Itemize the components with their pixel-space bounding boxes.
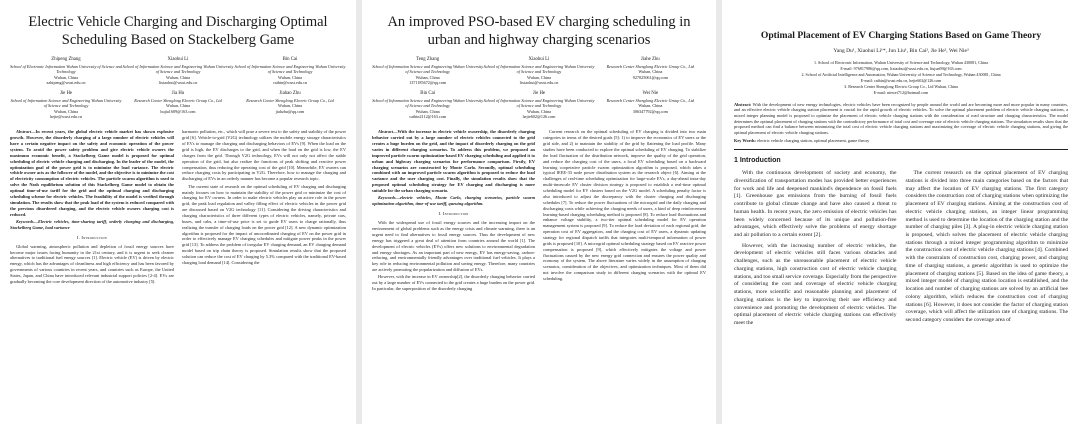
keywords-label: Key Words: [734, 137, 757, 143]
author-name: Jia Hu [171, 91, 185, 97]
author-email: lixiaohui@wust.edu.cn [519, 79, 559, 85]
right-column [543, 129, 706, 293]
left-column [10, 129, 174, 286]
author-card [10, 91, 122, 119]
author-affiliation: School of Information Science and Engineering Wuhan University of Science and Technology [372, 63, 484, 75]
paragraph: The current state of research on the optimal scheduling of EV charging and discharging mainly focuses on how to maintain the stability of the power grid or minimize the cost of charging for EV owners. In order to make electric vehicles play an active role in the power grid, the peak load regulation and valley filling effect of electric vehicles in the power grid are discussed based on V2G technology [11]. Considering the driving characteristics and charging characteristics of three different types of electric vehicles, namely, private cars, buses, and cabs, a time-of-use price is set to guide EV users to charge rationally, thus realizing the transfer of charging loads on the power grid [12]. A new dynamic optimization algorithm is proposed for the impact of uncoordinated charging of EV on the power grid in order to effectively manage EV charging schedules and mitigate power peaks in the power grid [13]. To address the problem of irregular EV charging demand, an EV charging demand model based on trip chain theory is proposed. Simulation results show that the proposed solution can reduce the cost of EV charging by 5.3% compared with the traditional EV-based charging load demand [14]. Considering the [182, 183, 346, 265]
affiliation-line: 1. School of Electronic Information, Wuhan University of Science and Technology, Wuhan 430081, China [813, 60, 989, 66]
paper-title: An improved PSO-based EV charging scheduling in urban and highway charging scenarios [387, 14, 691, 48]
author-affiliation: Research Center Shenglong Electric Group Co., Ltd [606, 97, 695, 103]
author-city: Wuhan, China [638, 69, 663, 75]
author-affiliation: Research Center Shenglong Electric Group Co., Ltd [134, 97, 222, 103]
keywords-text: electric vehicle charging station, optimal placement, game theory [757, 137, 870, 143]
author-email: zzhipeng@wust.edu.cn [46, 79, 86, 85]
abstract-text: —With the increase in electric vehicle ownership, the disorderly charging behavior carried out by a large number of electric vehicles connected to the grid creates a huge burden on the grid, and the impact of disorderly charging on the grid varies in different charging scenarios. To address this problem, we proposed an improved particle swarm optimization-based EV charging scheduling and applied it to urban and highway charging scenarios for performance comparison. Firstly, EV charging scenarios are constructed by Monte Carlo. Secondly, optimal scheduling combined with an improved particle swarm algorithm is proposed to reduce the load variance and the user charging cost. Finally, the simulation results show that the proposed optimal scheduling strategy for EV charging and discharging is more suitable for the urban charging scenario. [372, 129, 535, 194]
author-email: hejie@wust.edu.cn [50, 114, 82, 120]
author-email: 927025061@qq.com [632, 74, 668, 80]
abstract-text: —In recent years, the global electric vehicle market has shown explosive growth. However, the disorderly charging of a large number of electric vehicles will have a certain negative impact on the safety and economic operation of the power system. To avoid the power safety problem and give electric vehicle owners the maximum economic benefit, a Stackelberg Game model is proposed for optimal scheduling of electric vehicle charging and discharging. In the leader of the model, the optimization goal of the power grid is to minimize the load variance. The electric vehicle owner acts as the follower of the model, and the objective is to minimize the cost of electricity consumption of electric vehicles. The particle swarm algorithm is used to solve the Nash equilibrium solution of this Stackelberg Game model to obtain the optimal time-of-use tariff for the grid and the optimal charging and discharging scheduling scheme for electric vehicles. The feasibility of the model is verified through simulation. The results show that the peak load of the system is reduced compared with the previous disordered charging, and the electric vehicle owners charging cost is reduced. [10, 129, 174, 217]
author-city: Wuhan, China [165, 74, 191, 80]
keywords-label: Keywords [378, 195, 396, 201]
author-name: Zhipeng Zhang [51, 57, 81, 63]
author-email: caibin2112@163.com [409, 114, 447, 120]
author-affiliation: School of Electronic Information Wuhan University of Science and Technology [10, 63, 122, 75]
abstract-text: With the development of new energy technologies, electric vehicles have been recognized by people around the world and are becoming more and more popular in many countries, and an effective electric vehicle charging station placement is crucial for the rapid growth of electric vehicles. To solve the optimal placement problem of electric vehicle charging stations, a mixed integer planning model is proposed to optimize the placement of electric vehicle charging stations with the consideration of road structure and charging characteristics. The model determines the optimal placement of charging stations with the contradictory performance of total cost and coverage rate of electric vehicle charging stations. The simulation results show that the proposed method can find a balance between minimizing the total cost of electric vehicle charging stations and maximizing the coverage of electric vehicle charging stations, and giving the optimal placement of electric vehicle charging stations. [734, 101, 1068, 136]
author-line: Yang Du¹, Xiaohui Li¹*, Jun Liu¹, Bin Cai², Jie He², Wei Nie³ [833, 48, 969, 55]
paragraph: However, with the increase in EV ownership[2], the disorderly charging behavior carried out by a large number of EVs connected to the grid creates a huge burden on the power grid. In particular, the superposition of the disorderly charging [372, 274, 535, 292]
affiliation-email: E-mail: caibin@wust.edu.cn, hejie602@126.com [860, 77, 942, 83]
keywords [10, 219, 174, 231]
author-card [234, 91, 346, 119]
author-affiliation: School of Information Science and Engineering Wuhan University of Science and Technology [372, 97, 484, 109]
author-city: Wuhan, China [53, 108, 79, 114]
two-column-body [734, 170, 1068, 330]
author-affiliation: School of Information Science and Engineering Wuhan University of Science and Technology [10, 97, 122, 109]
author-city: Wuhan, China [526, 108, 551, 114]
author-card [122, 91, 234, 119]
paragraph: With the widespread use of fossil energy sources and the increasing impact on the environment of global problems such as the energy crisis and climate warming, there is an urgent need to find alternatives to fossil energy sources. Thus the development of new energy has triggered a great deal of attention from countries around the world [1]. The development of electric vehicles (EVs) offers new solutions to environmental degradation and energy shortages. As an important part of new energy, EV has energy-saving, carbon-reducing, and environmentally friendly advantages over traditional fuel vehicles. It plays a key role in reducing environmental pollution and saving energy. Therefore, many countries are actively promoting the popularization and diffusion of EVs. [372, 220, 535, 273]
author-affiliation: School of Information Science and Engineering Wuhan University of Science and Technology [122, 63, 234, 75]
paragraph: Global warming, atmospheric pollution and depletion of fossil energy sources have become major issues facing humanity in the 21st century, and it is urgent to seek cleaner alternatives to traditional fuel energy sources [1]. Electric vehicle (EV) is driven by electric energy, which has the advantages of cleanliness and high efficiency and has been favored by governments of various countries in recent years, and countries such as Europe, the United States, Japan, and China have introduced relevant industrial support policies [2-4]. EVs are gradually becoming the core development direction of the automotive industry [5]. [10, 243, 174, 284]
paper-title: Electric Vehicle Charging and Discharging Optimal Scheduling Based on Stackelberg Game [28, 14, 328, 48]
author-card [122, 57, 234, 85]
paper-page-2 [362, 0, 716, 424]
author-name: Jiahe Zhu [640, 57, 660, 63]
author-name: Jie He [59, 91, 73, 97]
paper-page-1 [0, 0, 356, 424]
author-name: Jiahao Zhu [279, 91, 301, 97]
author-name: Xiaohui Li [167, 57, 189, 63]
author-city: Wuhan, China [53, 74, 79, 80]
author-email: 1371185672@qq.com [409, 79, 447, 85]
keywords-text: —electric vehicles, Monte Carlo, charging scenarios, particle swarm optimization algorithm, time-of-use tariff, queuing algorithm. [372, 195, 535, 207]
author-name: Bin Cai [420, 91, 436, 97]
affiliations [734, 60, 1068, 96]
abstract-label: Abstract [378, 129, 394, 135]
author-name: Teng Zhang [416, 57, 440, 63]
author-card [483, 57, 594, 85]
author-card [595, 57, 706, 85]
paper-page-3 [722, 0, 1080, 424]
author-affiliation: School of Information Science and Engineering Wuhan University of Science and Technology [483, 63, 595, 75]
author-city: Wuhan, China [415, 74, 440, 80]
paper-title: Optimal Placement of EV Charging Stations Based on Game Theory [760, 30, 1042, 41]
paragraph: harmonic pollution, etc., which will pose a severe test to the safety and stability of the power grid [6]. Vehicle-to-grid (V2G) technology utilizes the mobile energy storage characteristics of EVs to manage the charging and discharging behaviors of EVs [9]. When the load on the grid is high, the EV discharges to the grid, and when the load on the grid is low, the EV charges from the grid. Through V2G technology, EVs will not only not affect the stable operation of the grid, but also realize the functions of peak shifting and reactive power compensation, thus reducing the operating cost of the grid [10]. Meanwhile, EV owners can reduce charging costs by participating in V2G. Therefore, how to manage the charging and discharging of EVs in an orderly manner has become a popular research topic. [182, 129, 346, 182]
author-city: Wuhan, China [277, 103, 303, 109]
abstract [10, 129, 174, 217]
section-heading: I. Introduction [438, 211, 469, 217]
author-affiliation: Research Center Shenglong Electric Group Co., Ltd [606, 63, 695, 69]
abstract-label: Abstract: [734, 101, 752, 107]
paragraph: Current research on the optimal scheduling of EV charging is divided into two main categories in terms of the desired goals [5]: 1) to improve the economics of EV users or the grid side, and 2) to maintain the stability of the grid by flattening the load profile. Many studies have been conducted to explore the optimal scheduling of EV charging. To stabilize the load fluctuation of the distribution network, improve the quality of the grid operation, and reduce the charging cost of the users, a local EV scheduling based on a backward learning cooperative particle swarm optimization algorithm is proposed, which takes a typical IEEE-33 node power distribution system as the research object [6]. Aiming at the challenges of real-time scheduling optimization for large-scale EVs, a day-ahead intra-day multi-timescale EV cluster division strategy is proposed to establish a real-time optimal scheduling model for EV clusters based on the V2G model. A scheduling penalty factor is also introduced to adjust the discrepancy with the cluster charging and discharging schedules [7]. To reduce the power fluctuations of the microgrid and the daily charging and discharging costs while achieving the charging needs of users, a kind of deep reinforcement learning-based charging scheduling method is proposed [8]. To reduce load fluctuations and enhance voltage stability, a two-tier optimal scheduling model for EV operation management system is proposed [9]. To reduce the load deviation of each regional grid, the operation cost of EV aggregators, and the charging cost of EV users, a dynamic updating strategy for regional dispatch tariffs that integrates multi-temporal information of power grids is proposed [10]. A microgrid optimal scheduling strategy based on EV reactive power compensation is proposed [9], which effectively mitigates the voltage and power fluctuations caused by the new energy grid connection and ensures the power quality and economy of the system. The above literature varies widely in the assumption of charging scenarios, consideration of the objectives, and optimization techniques. Most of them did not involve the comparison study in different charging scenarios with the optimal EV scheduling. [543, 129, 706, 281]
keywords-text: —Electric vehicles, time-sharing tariff, orderly charging and discharging, Stackelberg Game, load variance [10, 218, 174, 230]
author-card [372, 91, 483, 119]
author-affiliation: School of Information Science and Engineering Wuhan University of Science and Technology [483, 97, 595, 109]
author-card [372, 57, 483, 85]
paragraph: However, with the increasing number of electric vehicles, the development of electric vehicles still faces various obstacles and challenges, such as the unreasonable placement of electric vehicle charging stations, high construction cost of electric vehicle charging stations, and too small service coverage. Especially from the perspective of considering the cost and coverage of electric vehicle charging stations, more scientific and reasonable planning and placement of charging stations is the key to improving their use efficiency and convenience and promoting the development of electric vehicles. The optimal placement of electric vehicle charging stations can effectively meet the [734, 242, 897, 326]
author-email: jiahzhu@qq.com [275, 108, 305, 114]
affiliation-line: 3. Research Center Shenglong Electric Group Co., Ltd Wuhan, China [844, 83, 958, 89]
author-block [10, 57, 346, 119]
keywords-label: Keywords [16, 218, 34, 224]
two-column-body [372, 129, 706, 293]
left-column [372, 129, 535, 293]
section-heading: 1 Introduction [734, 157, 781, 165]
abstract-label: Abstract [16, 129, 32, 135]
author-email: hujia1609@163.com [160, 108, 196, 114]
abstract [734, 102, 1068, 136]
author-card [10, 57, 122, 85]
keywords [372, 195, 535, 207]
left-column [734, 170, 897, 330]
right-column [906, 170, 1069, 330]
section-heading: I. Introduction [76, 234, 108, 240]
paragraph: With the continuous development of society and economy, the diversification of transportation modes has provided better experiences for work and life and deepened mankind's dependence on fossil fuels [1]. Greenhouse gas emissions from the burning of fossil fuels contribute to global climate change and have also caused a threat to human health. In recent years, the zero emission of electric vehicles has been widely concerned because of its unique and pollution-free advantages, which effectively solve the problems of energy shortage and air pollution to a certain extent [2]. [734, 170, 897, 239]
author-city: Wuhan, China [638, 103, 663, 109]
author-card [483, 91, 594, 119]
author-affiliation: School of Information Science and Engineering Wuhan University of Science and Technology [234, 63, 346, 75]
author-email: lixiaohui@wust.edu.cn [158, 79, 198, 85]
author-city: Wuhan, China [277, 74, 303, 80]
author-card [595, 91, 706, 119]
affiliation-line: 2. School of Artificial Intelligence and Automation, Wuhan University of Science and Technology, Wuhan 430081, China [801, 71, 1001, 77]
author-block [372, 57, 706, 119]
right-column [182, 129, 346, 286]
author-name: Jie He [532, 91, 546, 97]
two-column-body [10, 129, 346, 286]
affiliation-email: E-mail: 976817986@qq.com, lixiaohui@wust.edu.cn, liujun99@163.com [840, 66, 962, 72]
author-email: caibin@wust.edu.cn [272, 79, 308, 85]
author-email: hejie602@126.com [522, 114, 556, 120]
keywords [734, 138, 1068, 143]
author-card [234, 57, 346, 85]
author-name: Bin Cai [282, 57, 298, 63]
author-affiliation: Research Center Shenglong Electric Group Co., Ltd [246, 97, 334, 103]
author-email: 306347792@qq.com [632, 108, 668, 114]
author-city: Wuhan, China [415, 108, 440, 114]
affiliation-email: E-mail: niewei712@hotmail.com [873, 89, 929, 95]
author-city: Wuhan, China [165, 103, 191, 109]
author-name: Wei Nie [642, 91, 659, 97]
author-city: Wuhan, China [526, 74, 551, 80]
author-name: Xiaohui Li [528, 57, 550, 63]
paragraph: The current research on the optimal placement of EV charging stations is divided into three main categories based on the factors that may affect the location of EV charging stations. The first category considers the construction cost of charging stations when optimizing the placement of EV charging stations. Aiming at the construction cost of electric vehicle charging stations, an integer linear programming method is used to determine the location of the charging station and the number of charging piles [3]. A plug-in electric vehicle charging station is proposed, which solves the placement of electric vehicle charging stations through a mixed integer programming algorithm to minimize the construction cost of electric vehicle charging stations [4]. Combined with the constraints of construction cost, charging power, and charging time of charging stations, a genetic algorithm is used to optimize the placement of charging stations [5]. Based on the idea of game theory, a mixed integer model of charging station location is established, and the location and number of charging stations are solved by an artificial bee colony algorithm, which reduces the construction cost of charging stations [6]. However, it does not consider the factor of charging station coverage, which will affect the utilization rate of charging stations. The second category considers the coverage area of [905, 170, 1068, 323]
divider [734, 149, 1068, 150]
abstract [372, 129, 535, 193]
